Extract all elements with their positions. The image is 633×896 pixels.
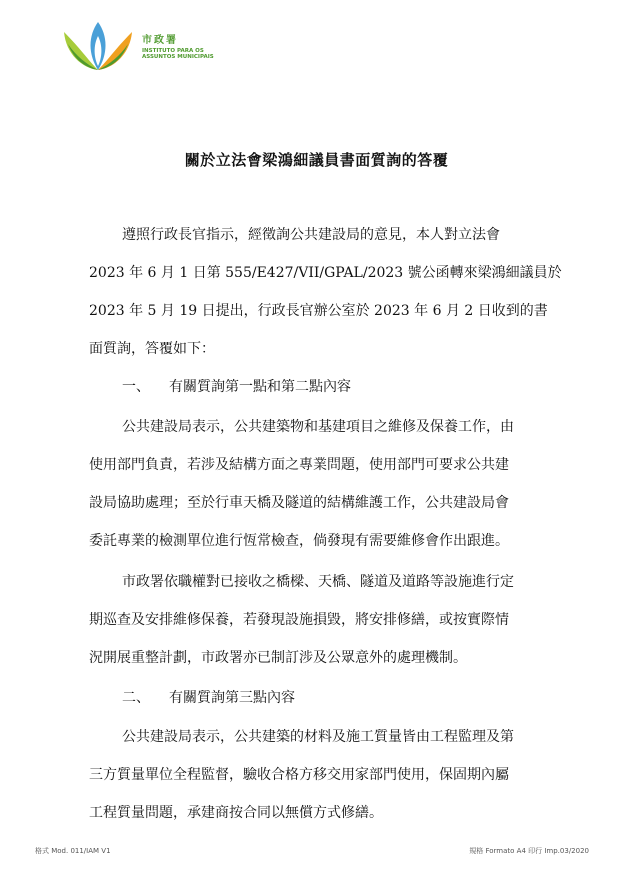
intro-line: 遵照行政長官指示，經徵詢公共建設局的意見，本人對立法會 bbox=[122, 227, 500, 243]
logo-chinese-name: 市政署 bbox=[142, 35, 178, 46]
footer-form-code: 格式 Mod. 011/IAM V1 bbox=[35, 847, 111, 855]
paragraph-line: 期巡查及安排維修保養，若發現設施損毀，將安排修繕，或按實際情 bbox=[89, 612, 509, 628]
intro-line: 2023 年 6 月 1 日第 555/E427/VII/GPAL/2023 號公函轉來梁鴻細議員於 bbox=[89, 265, 562, 281]
logo-portuguese-name: INSTITUTO PARA OS ASSUNTOS MUNICIPAIS bbox=[142, 48, 214, 61]
paragraph-line: 工程質量問題，承建商按合同以無償方式修繕。 bbox=[89, 805, 383, 821]
footer-format-code: 規格 Formato A4 印行 Imp.03/2020 bbox=[469, 847, 589, 855]
paragraph-line: 使用部門負責，若涉及結構方面之專業問題，使用部門可要求公共建 bbox=[89, 457, 509, 473]
paragraph-line: 況開展重整計劃，市政署亦已制訂涉及公眾意外的處理機制。 bbox=[89, 650, 467, 666]
section-title: 有關質詢第三點內容 bbox=[169, 690, 295, 706]
iam-logo bbox=[58, 14, 218, 78]
intro-line: 2023 年 5 月 19 日提出，行政長官辦公室於 2023 年 6 月 2 日收到的書 bbox=[89, 303, 548, 319]
iam-emblem-icon bbox=[58, 14, 138, 78]
paragraph-line: 三方質量單位全程監督，驗收合格方移交用家部門使用，保固期內屬 bbox=[89, 767, 509, 783]
document-title: 關於立法會梁鴻細議員書面質詢的答覆 bbox=[184, 151, 449, 169]
paragraph-line: 設局協助處理；至於行車天橋及隧道的結構維護工作，公共建設局會 bbox=[89, 495, 509, 511]
paragraph-line: 公共建設局表示，公共建築的材料及施工質量皆由工程監理及第 bbox=[122, 729, 514, 745]
section-heading-1 bbox=[122, 377, 351, 397]
section-title: 有關質詢第一點和第二點內容 bbox=[169, 379, 351, 395]
logo-wordmark bbox=[142, 36, 214, 61]
paragraph-line: 委託專業的檢測單位進行恆常檢查，倘發現有需要維修會作出跟進。 bbox=[89, 533, 509, 549]
paragraph-line: 公共建設局表示，公共建築物和基建項目之維修及保養工作，由 bbox=[122, 419, 514, 435]
section-number: 二、 bbox=[122, 690, 150, 706]
section-number: 一、 bbox=[122, 379, 150, 395]
section-heading-2 bbox=[122, 688, 295, 708]
paragraph-line: 市政署依職權對已接收之橋樑、天橋、隧道及道路等設施進行定 bbox=[122, 574, 514, 590]
intro-line: 面質詢，答覆如下： bbox=[89, 341, 215, 357]
